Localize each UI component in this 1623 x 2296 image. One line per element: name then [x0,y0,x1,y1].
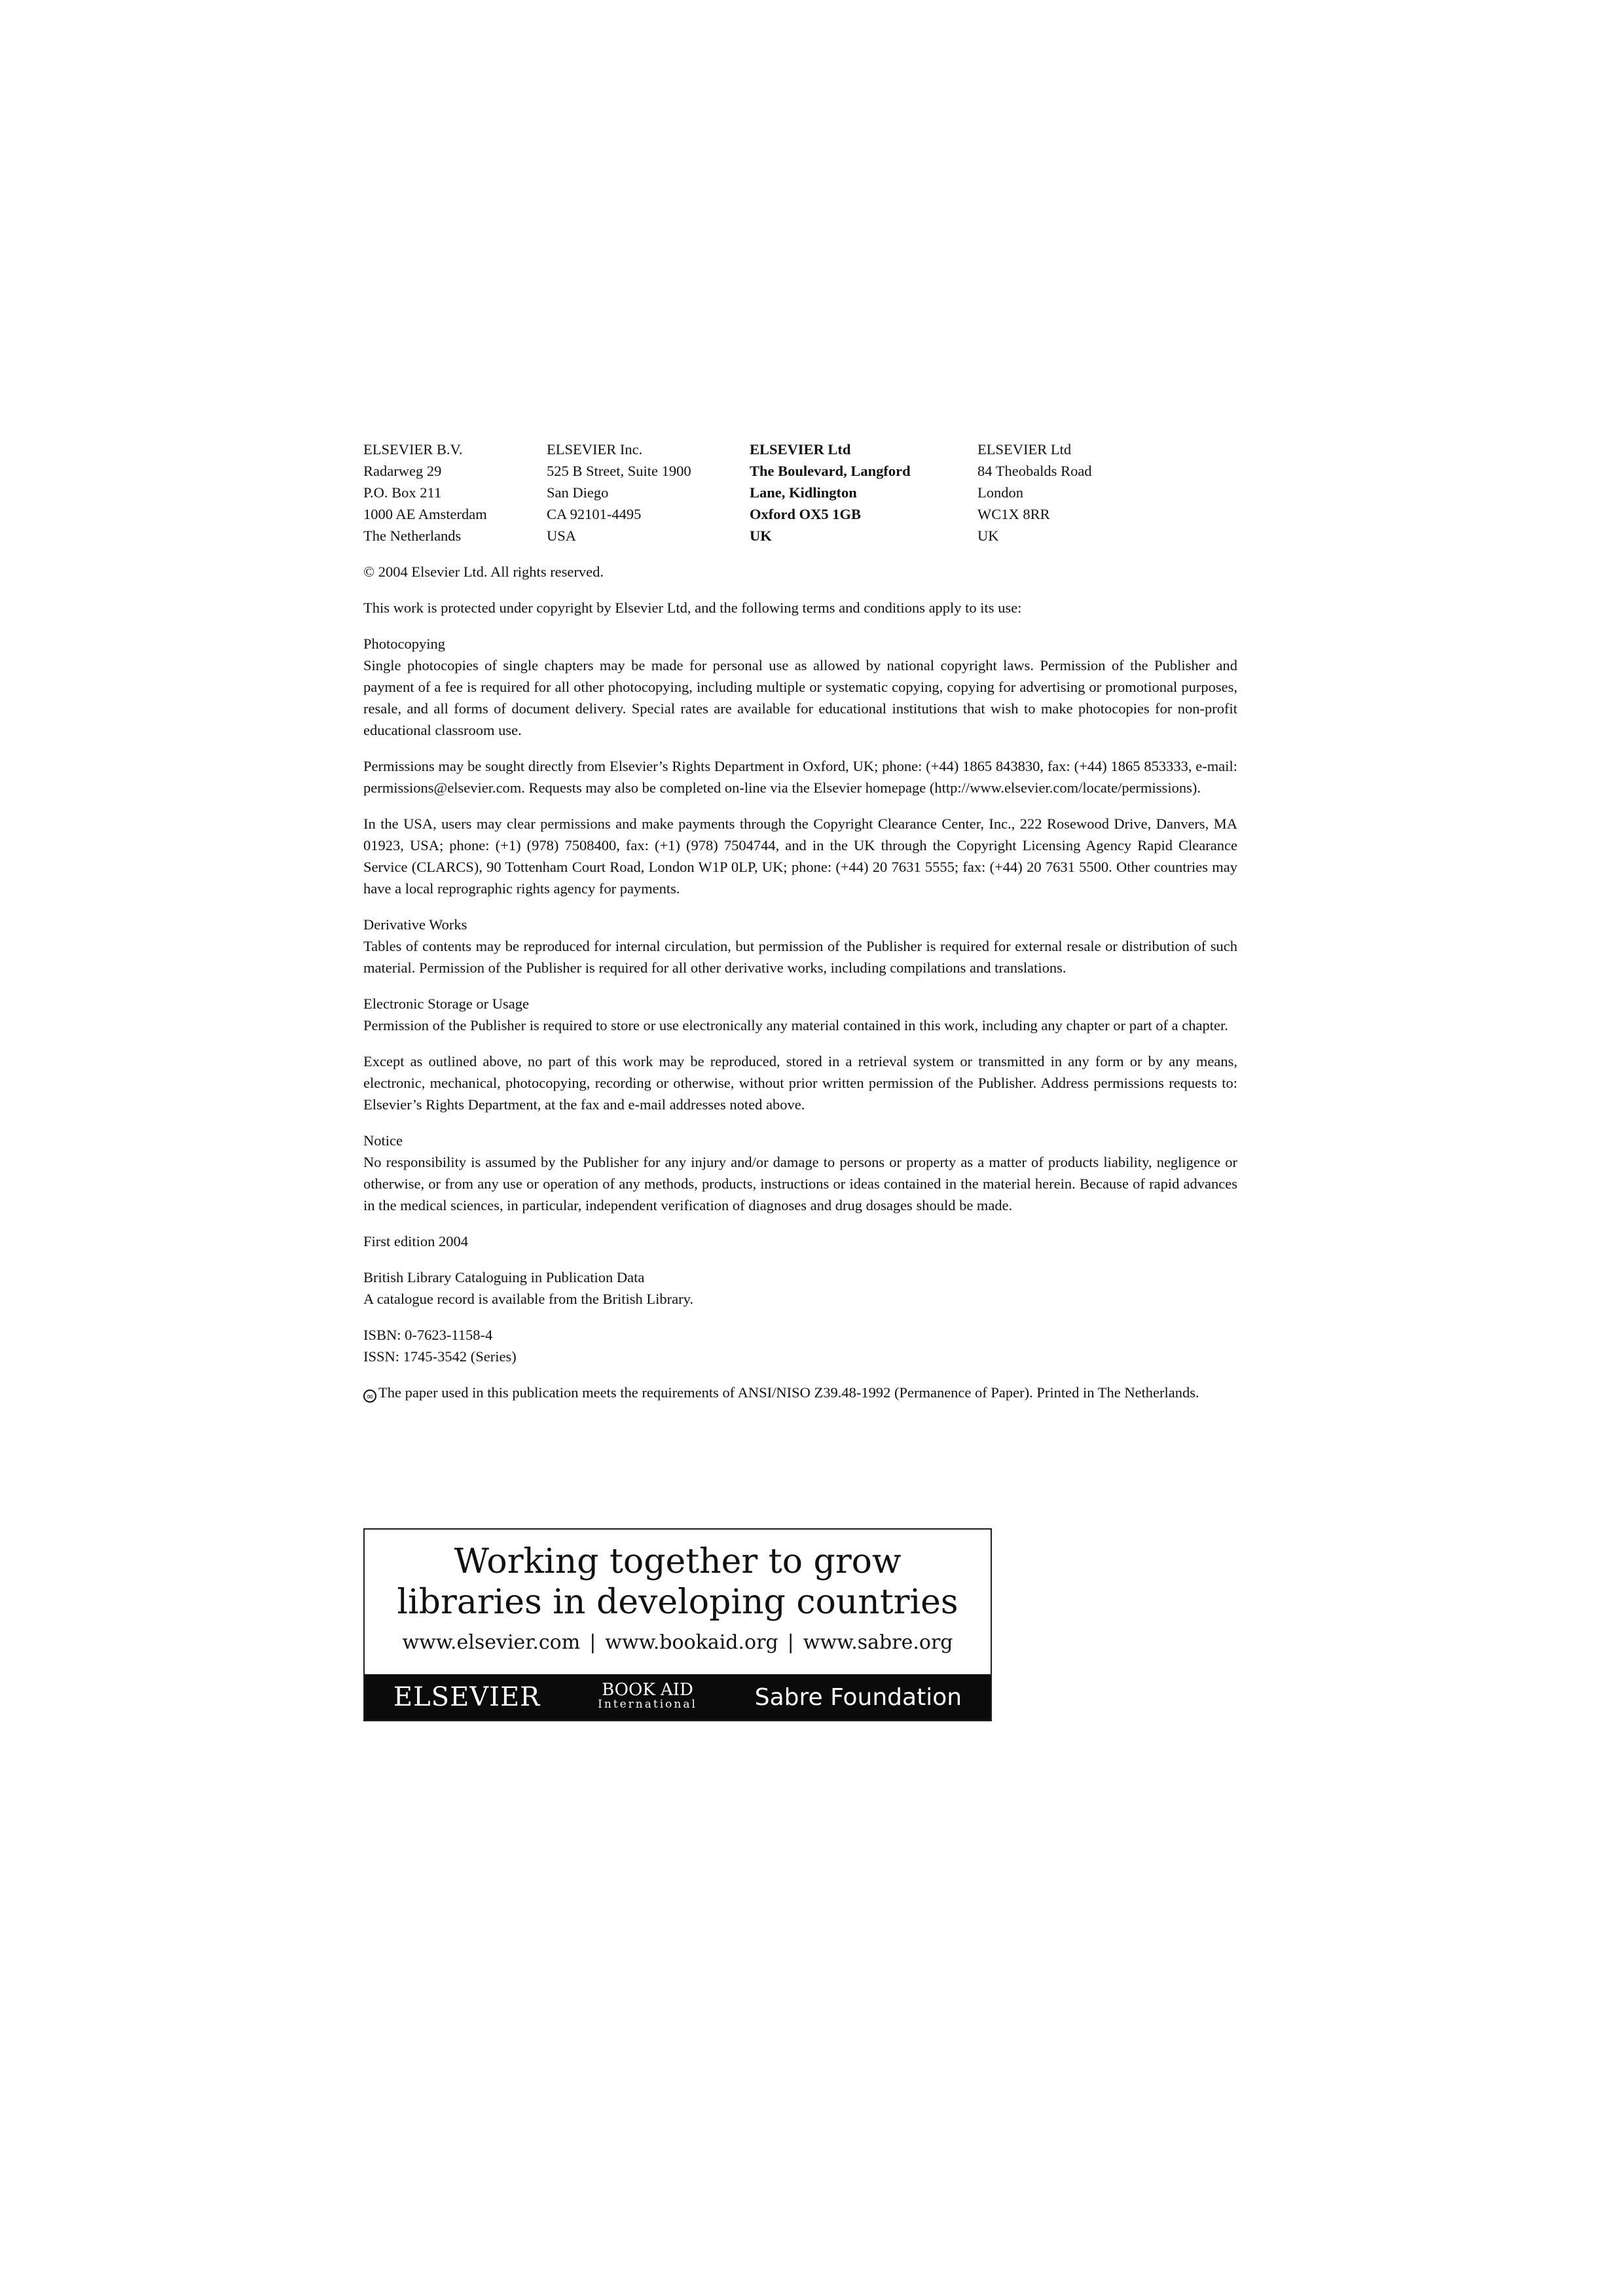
electronic-text: Permission of the Publisher is required to store or use electronically any material contained in this work, including any chapter or part of a chapter. [363,1017,1228,1033]
bookaid-logo-bottom: International [598,1698,697,1711]
except-paragraph: Except as outlined above, no part of this work may be reproduced, stored in a retrieval system or transmitted in any form or by any means, electronic, mechanical, photocopying, recording or otherwise, without prior written permission of the Publisher. Address permissions requests to: Elsevier’s Rights Department, at the fax and e-mail addresses noted above. [363,1053,1237,1113]
notice-section [363,1130,1237,1216]
elsevier-url: www.elsevier.com [402,1631,581,1654]
publisher-addresses [363,439,1237,547]
address-san-diego: ELSEVIER Inc. 525 B Street, Suite 1900 San Diego CA 92101-4495 USA [547,441,691,544]
address-oxford: ELSEVIER Ltd The Boulevard, Langford Lane, Kidlington Oxford OX5 1GB UK [750,441,911,544]
book-aid-banner [363,1528,992,1721]
photocopying-section [363,633,1237,741]
bookaid-logo [598,1680,697,1712]
elsevier-logo: ELSEVIER [393,1682,541,1712]
usa-paragraph: In the USA, users may clear permissions and make payments through the Copyright Clearance Center, Inc., 222 Rosewood Drive, Danvers, MA 01923, USA; phone: (+1) (978) 7508400, fax: (+1) (978) 7504744, and in the UK through the Copyright Licensing Agency Rapid Clearance Service (CLARCS), 90 Tottenham Court Road, London W1P 0LP, UK; phone: (+44) 20 7631 5555; fax: (+44) 20 7631 5500. Other countries may have a local reprographic rights agency for payments. [363,816,1237,897]
sabre-logo: Sabre Foundation [754,1683,962,1711]
notice-heading: Notice [363,1132,403,1149]
issn-line: ISSN: 1745-3542 (Series) [363,1348,517,1365]
copyright-line: © 2004 Elsevier Ltd. All rights reserved. [363,564,604,580]
cip-heading: British Library Cataloguing in Publication Data [363,1269,645,1285]
address-amsterdam: ELSEVIER B.V. Radarweg 29 P.O. Box 211 1000 AE Amsterdam The Netherlands [363,441,487,544]
derivative-text: Tables of contents may be reproduced for internal circulation, but permission of the Publisher is required for external resale or distribution of such material. Permission of the Publisher is required for all other derivative works, including compilations and translations. [363,938,1237,976]
permissions-paragraph: Permissions may be sought directly from Elsevier’s Rights Department in Oxford, UK; phone: (+44) 1865 843830, fax: (+44) 1865 853333, e-mail: permissions@elsevier.com. Requests may also be completed on-line via the Elsevier homepage (http://www.elsevier.com/locate/permissions). [363,758,1237,796]
copyright-page [363,439,1237,1418]
banner-headline-2: libraries in developing countries [397,1583,958,1622]
intro-paragraph: This work is protected under copyright by Elsevier Ltd, and the following terms and conditions apply to its use: [363,600,1022,616]
paper-note [363,1382,1237,1403]
isbn-section [363,1324,1237,1367]
notice-text: No responsibility is assumed by the Publisher for any injury and/or damage to persons or property as a matter of products liability, negligence or otherwise, or from any use or operation of any methods, products, instructions or ideas contained in the material herein. Because of rapid advances in the medical sciences, in particular, independent verification of diagnoses and drug dosages should be made. [363,1154,1237,1213]
address-london: ELSEVIER Ltd 84 Theobalds Road London WC1X 8RR UK [977,441,1092,544]
isbn-line: ISBN: 0-7623-1158-4 [363,1327,493,1343]
infinity-paper-icon: ∞ [363,1390,376,1403]
cip-text: A catalogue record is available from the British Library. [363,1291,693,1307]
banner-urls [365,1628,991,1658]
banner-headline-1: Working together to grow [454,1542,902,1581]
electronic-section [363,993,1237,1036]
edition-line: First edition 2004 [363,1233,469,1249]
photocopying-text: Single photocopies of single chapters may be made for personal use as allowed by national copyright laws. Permission of the Publisher and payment of a fee is required for all other photocopying, including multiple or systematic copying, copying for advertising or promotional purposes, resale, and all forms of document delivery. Special rates are available for educational institutions that wish to make photocopies for non-profit educational classroom use. [363,657,1237,738]
url-separator: | [787,1631,794,1654]
derivative-heading: Derivative Works [363,916,467,933]
cip-section [363,1266,1237,1310]
sabre-url: www.sabre.org [803,1631,953,1654]
bookaid-logo-top: BOOK AID [602,1680,693,1700]
electronic-heading: Electronic Storage or Usage [363,996,530,1012]
derivative-section [363,914,1237,978]
logo-bar [365,1674,991,1720]
photocopying-heading: Photocopying [363,636,446,652]
paper-note-text: The paper used in this publication meets the requirements of ANSI/NISO Z39.48-1992 (Permanence of Paper). Printed in The Netherlands. [378,1384,1199,1401]
bookaid-url: www.bookaid.org [605,1631,778,1654]
url-separator: | [589,1631,596,1654]
